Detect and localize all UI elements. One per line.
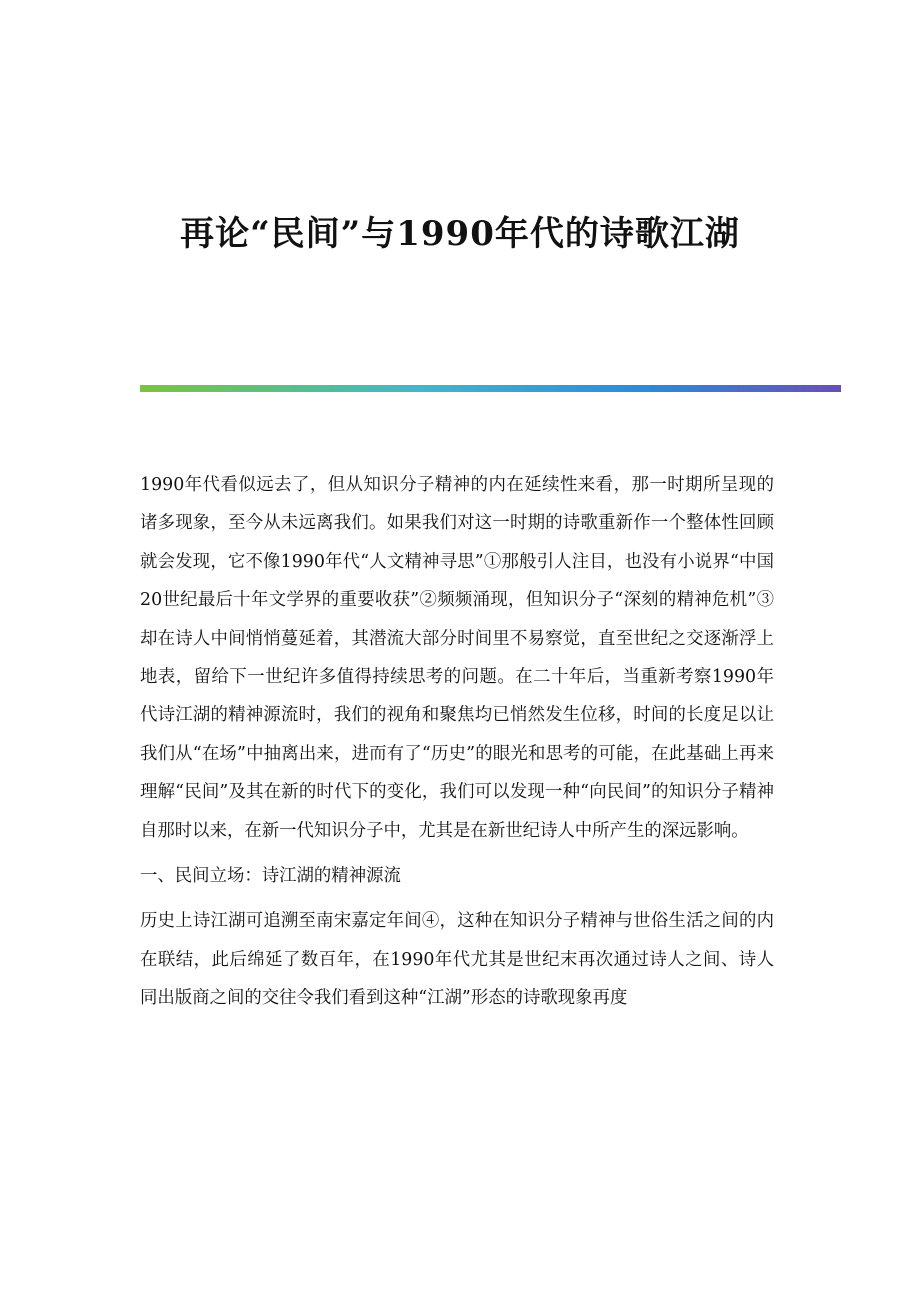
document-title: 再论“民间”与1990年代的诗歌江湖 <box>180 214 740 254</box>
title-divider-rule <box>140 385 841 392</box>
document-body <box>140 466 774 1018</box>
section-heading: 一、民间立场：诗江湖的精神源流 <box>140 866 401 887</box>
section-paragraph: 历史上诗江湖可追溯至南宋嘉定年间④，这种在知识分子精神与世俗生活之间的内在联结，此后绵延了数百年，在1990年代尤其是世纪末再次通过诗人之间、诗人同出版商之间的交往令我们看到这种“江湖”形态的诗歌现象再度 <box>140 911 774 1009</box>
intro-paragraph: 1990年代看似远去了，但从知识分子精神的内在延续性来看，那一时期所呈现的诸多现象，至今从未远离我们。如果我们对这一时期的诗歌重新作一个整体性回顾就会发现，它不像1990年代“人文精神寻思”①那般引人注目，也没有小说界“中国20世纪最后十年文学界的重要收获”②频频涌现，但知识分子“深刻的精神危机”③却在诗人中间悄悄蔓延着，其潜流大部分时间里不易察觉，直至世纪之交逐渐浮上地表，留给下一世纪许多值得持续思考的问题。在二十年后，当重新考察1990年代诗江湖的精神源流时，我们的视角和聚焦均已悄然发生位移，时间的长度足以让我们从“在场”中抽离出来，进而有了“历史”的眼光和思考的可能，在此基础上再来理解“民间”及其在新的时代下的变化，我们可以发现一种“向民间”的知识分子精神自那时以来，在新一代知识分子中，尤其是在新世纪诗人中所产生的深远影响。 <box>140 475 774 841</box>
